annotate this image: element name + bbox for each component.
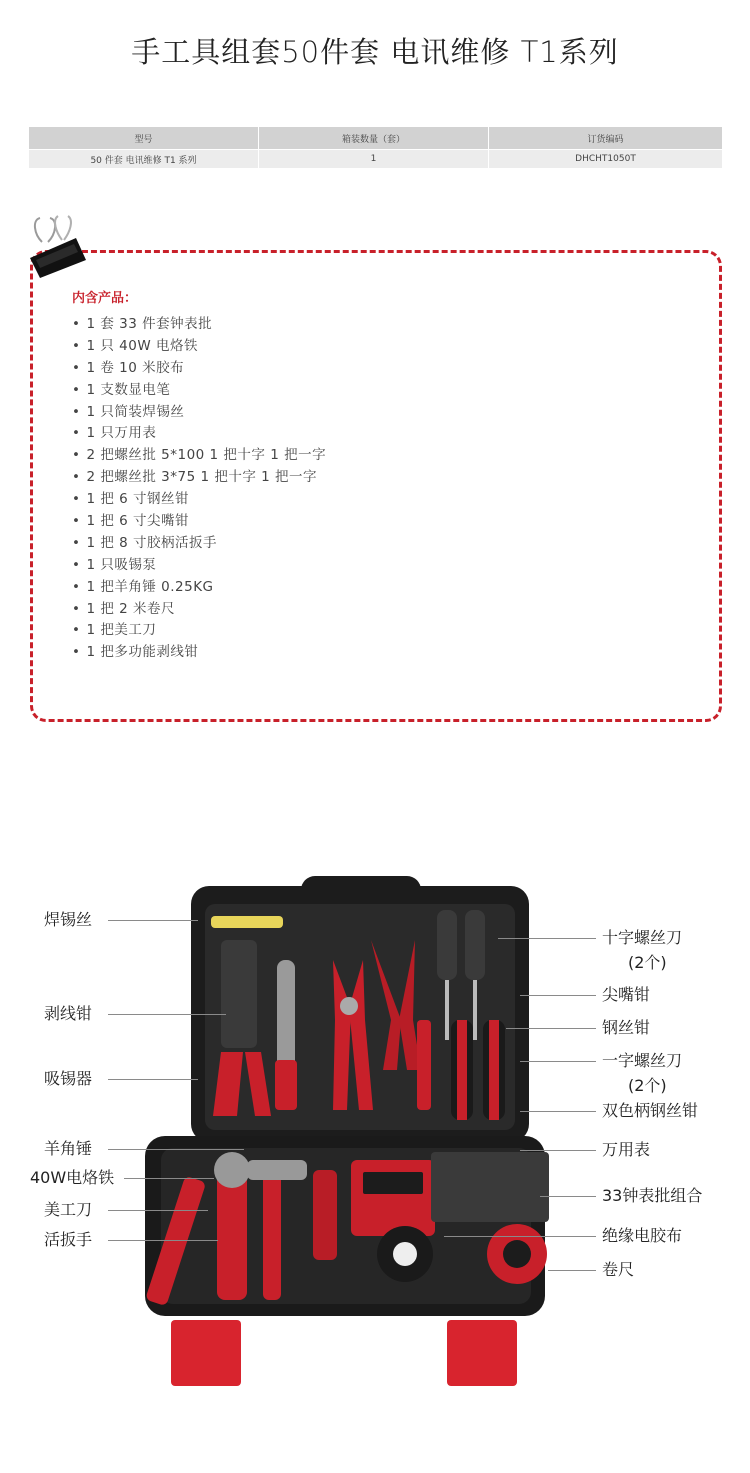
list-item-label: 1 只简装焊锡丝 [86, 403, 185, 420]
list-item: • 1 把 6 寸尖嘴钳 [72, 513, 190, 530]
leader-line [108, 920, 198, 921]
list-item: • 1 把羊角锤 0.25KG [72, 578, 214, 595]
leader-line [506, 1028, 596, 1029]
callout-desolder-pump: 吸锡器 [44, 1069, 93, 1088]
callout-utility-knife: 美工刀 [44, 1200, 93, 1219]
leader-line [548, 1270, 596, 1271]
contents-heading: 内含产品： [72, 291, 138, 306]
callout-soldering-iron: 40W电烙铁 [30, 1168, 115, 1187]
list-item: • 1 把 2 米卷尺 [72, 600, 176, 617]
leader-line [520, 995, 596, 996]
list-item-label: 1 把 2 米卷尺 [86, 600, 176, 617]
list-item: • 1 把美工刀 [72, 622, 157, 639]
contents-list [72, 314, 326, 664]
leader-line [124, 1178, 214, 1179]
leader-line [444, 1236, 596, 1237]
spec-table-header-row [29, 127, 723, 150]
spec-table [28, 126, 723, 169]
list-item: • 2 把螺丝批 5*100 1 把十字 1 把一字 [72, 447, 327, 464]
leader-line [520, 1111, 596, 1112]
list-item-label: 1 把多功能剥线钳 [86, 644, 199, 661]
leader-line [108, 1079, 198, 1080]
callout-adjustable-wrench: 活扳手 [44, 1230, 93, 1249]
list-item-label: 1 把 6 寸钢丝钳 [86, 491, 190, 508]
list-item-label: 1 卷 10 米胶布 [86, 359, 185, 376]
page-title: 手工具组套50件套 电讯维修 T1系列 [131, 35, 619, 69]
list-item: • 2 把螺丝批 3*75 1 把十字 1 把一字 [72, 469, 318, 486]
binder-clip-icon [28, 212, 100, 282]
leader-line [108, 1210, 208, 1211]
callout-bit-set: 33钟表批组合 [602, 1186, 703, 1205]
list-item-label: 1 把 6 寸尖嘴钳 [86, 513, 190, 530]
list-item-label: 2 把螺丝批 3*75 1 把十字 1 把一字 [86, 469, 318, 486]
callout-needle-nose-pliers: 尖嘴钳 [602, 985, 651, 1004]
list-item: • 1 只万用表 [72, 425, 157, 442]
callout-flat-count: (2个) [628, 1076, 667, 1095]
list-item-label: 1 套 33 件套钟表批 [86, 316, 213, 332]
header-order-code: 订货编码 [489, 127, 723, 150]
list-item-label: 1 把羊角锤 0.25KG [86, 578, 214, 595]
list-item: • 1 卷 10 米胶布 [72, 359, 185, 376]
callout-flat-screwdriver: 一字螺丝刀 [602, 1051, 683, 1070]
leader-line [520, 1061, 596, 1062]
leader-line [108, 1014, 226, 1015]
cell-order-code: DHCHT1050T [489, 150, 723, 169]
list-item: • 1 把 8 寸胶柄活扳手 [72, 534, 218, 551]
leader-line [108, 1149, 244, 1150]
callout-phillips-count: (2个) [628, 953, 667, 972]
list-item-label: 1 只万用表 [86, 425, 157, 442]
list-item: • 1 只吸锡泵 [72, 556, 157, 573]
list-item-label: 1 把 8 寸胶柄活扳手 [86, 534, 218, 551]
callout-claw-hammer: 羊角锤 [44, 1139, 93, 1158]
toolkit-case-image [125, 870, 565, 1390]
callout-phillips-screwdriver: 十字螺丝刀 [602, 928, 683, 947]
leader-line [108, 1240, 218, 1241]
list-item: • 1 把 6 寸钢丝钳 [72, 491, 190, 508]
callout-tape-measure: 卷尺 [602, 1260, 635, 1279]
callout-wire-stripper: 剥线钳 [44, 1004, 93, 1023]
list-item: • 1 支数显电笔 [72, 381, 171, 398]
callout-solder-wire: 焊锡丝 [44, 910, 93, 929]
list-item-label: 2 把螺丝批 5*100 1 把十字 1 把一字 [86, 447, 327, 464]
list-item-label: 1 只 40W 电烙铁 [86, 337, 198, 354]
list-item-label: 1 支数显电笔 [86, 381, 171, 398]
header-model: 型号 [29, 127, 259, 150]
leader-line [520, 1150, 596, 1151]
table-row [29, 150, 723, 169]
callout-combination-pliers: 钢丝钳 [602, 1018, 651, 1037]
list-item: • 1 套 33 件套钟表批 [72, 316, 213, 332]
list-item: • 1 只简装焊锡丝 [72, 403, 185, 420]
list-item: • 1 只 40W 电烙铁 [72, 337, 198, 354]
callout-two-tone-pliers: 双色柄钢丝钳 [602, 1101, 699, 1120]
leader-line [498, 938, 596, 939]
list-item-label: 1 把美工刀 [86, 622, 157, 639]
cell-model: 50 件套 电讯维修 T1 系列 [29, 150, 259, 169]
cell-quantity: 1 [259, 150, 489, 169]
leader-line [540, 1196, 596, 1197]
list-item: • 1 把多功能剥线钳 [72, 644, 199, 661]
callout-insulating-tape: 绝缘电胶布 [602, 1226, 683, 1245]
callout-multimeter: 万用表 [602, 1140, 651, 1159]
list-item-label: 1 只吸锡泵 [86, 556, 157, 573]
header-quantity: 箱装数量（套） [259, 127, 489, 150]
